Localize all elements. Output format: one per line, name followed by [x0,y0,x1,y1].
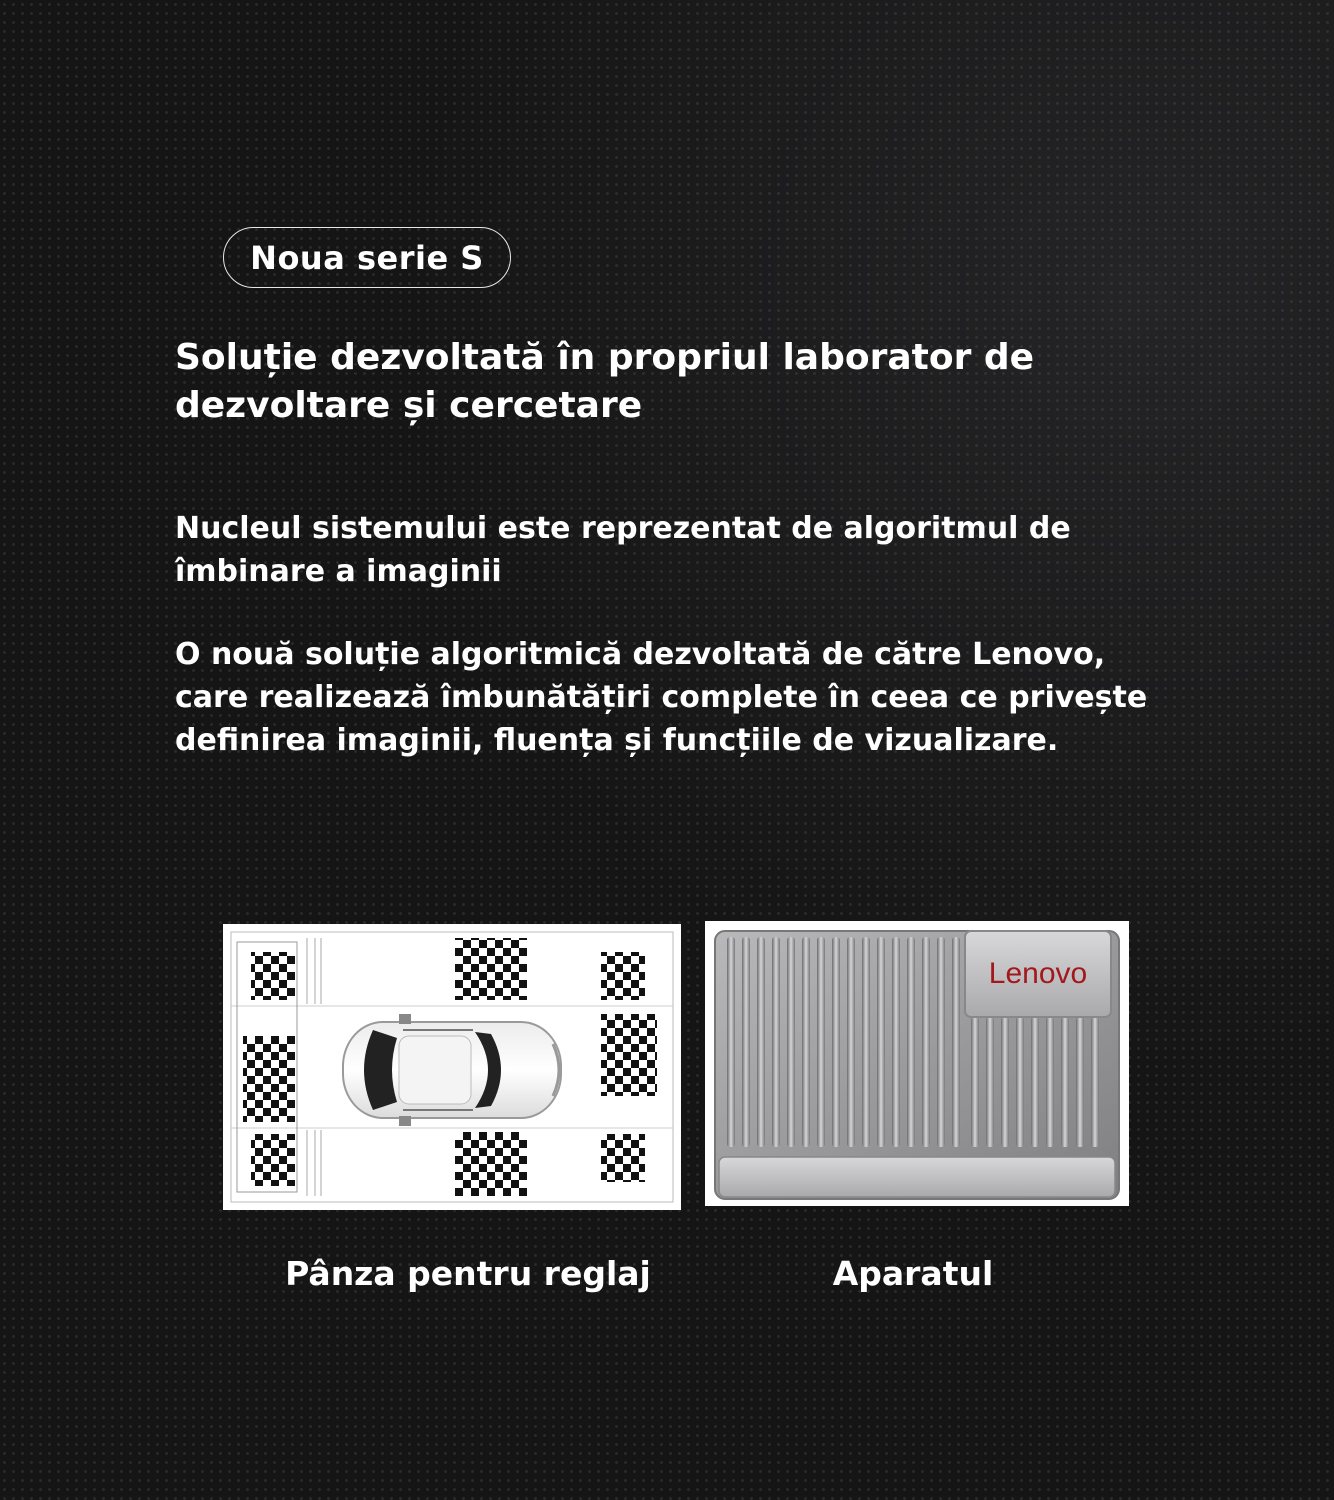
lenovo-logo: Lenovo [988,957,1088,990]
paragraph-2-line-1: O nouă soluție algoritmică dezvoltată de către Lenovo, [175,637,1106,672]
heading-line-2: dezvoltare și cercetare [175,385,643,426]
caption-device: Aparatul [832,1254,994,1293]
paragraph-lenovo-solution [175,633,1275,762]
calibration-cloth-image [223,924,681,1210]
paragraph-2-line-2: care realizează îmbunătățiri complete în ceea ce privește [175,680,1148,715]
paragraph-1-line-1: Nucleul sistemului este reprezentat de algoritmul de [175,511,1071,546]
series-badge: Noua serie S [223,227,511,288]
heading-line-1: Soluție dezvoltată în propriul laborator de [175,337,1035,378]
paragraph-1-line-2: îmbinare a imaginii [175,554,502,589]
paragraph-2-line-3: definirea imaginii, fluența și funcțiile de vizualizare. [175,723,1059,758]
page-heading [175,334,1175,430]
caption-calibration-cloth: Pânza pentru reglaj [285,1254,651,1293]
paragraph-core-algorithm [175,507,1275,593]
device-image [705,921,1129,1206]
